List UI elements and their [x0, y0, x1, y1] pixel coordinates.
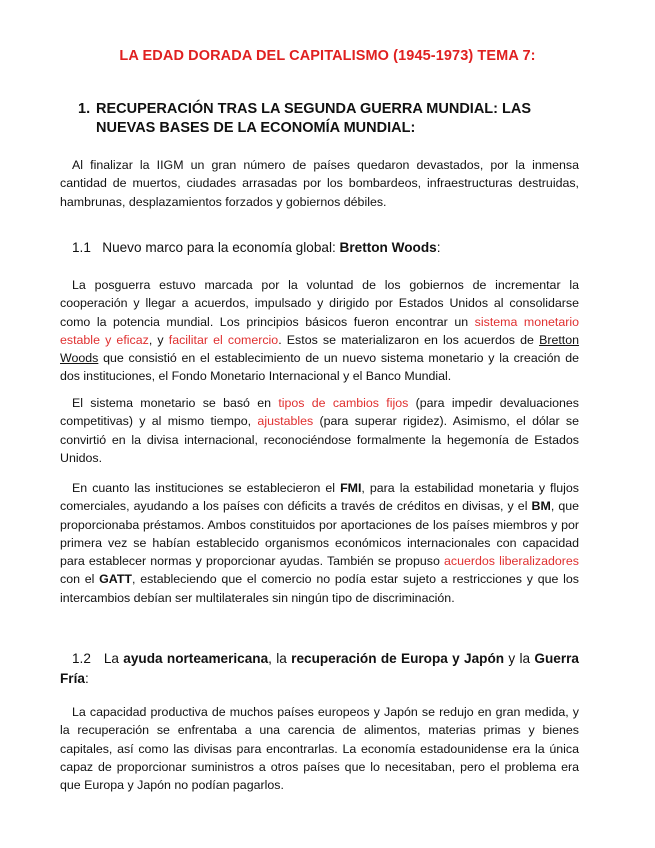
document-title: LA EDAD DORADA DEL CAPITALISMO (1945-1973) TEMA 7:	[119, 48, 536, 64]
paragraph-instituciones: En cuanto las instituciones se establecieron el FMI, para la estabilidad monetaria y flujos comerciales, ayudando a los países con déficits a través de créditos en divisas, y el BM, que proporcionaba préstamos. Ambos constituidos por aportaciones de los países miembros y por primera vez se habían establecido organismos económicos internacionales con capacidad para establecer normas y proporcionar ayudas. También se propuso acuerdos liberalizadores con el GATT, estableciendo que el comercio no podía estar sujeto a restricciones y que los intercambios debían ser multilaterales sin ningún tipo de discriminación.	[60, 481, 579, 605]
bretton-woods-bold: Bretton Woods	[339, 240, 437, 255]
gatt-bold: GATT	[99, 572, 132, 587]
subsection-heading-1-1: 1.1 Nuevo marco para la economía global: Bretton Woods:	[72, 240, 441, 255]
highlight-facilitar-comercio: facilitar el comercio	[168, 332, 279, 347]
section-number: 1.	[78, 101, 91, 117]
section-heading	[78, 100, 588, 138]
paragraph-capacidad-productiva: La capacidad productiva de muchos países europeos y Japón se redujo en gran medida, y la recuperación se enfrentaba a una carencia de alimentos, materias primas y bienes capitales, así como las divisas para encontrarlas. La economía estadounidense era la única capaz de proporcionar suministros a otros países que lo necesitaban, pero el problema era que Europa y Japón no podían pagarlos.	[60, 705, 579, 793]
bm-bold: BM	[531, 499, 551, 514]
highlight-tipos-cambio: tipos de cambios fijos	[278, 396, 409, 410]
intro-paragraph: Al finalizar la IIGM un gran número de países quedaron devastados, por la inmensa cantidad de muertos, ciudades arrasadas por los bombardeos, infraestructuras destruidas, hambrunas, desplazamientos forzados y gobiernos débiles.	[60, 158, 579, 209]
highlight-acuerdos-liberalizadores: acuerdos liberalizadores	[444, 554, 579, 569]
subsection-number: 1.2	[72, 651, 91, 666]
section-heading-text: RECUPERACIÓN TRAS LA SEGUNDA GUERRA MUNDIAL: LAS NUEVAS BASES DE LA ECONOMÍA MUNDIAL:	[96, 101, 531, 136]
bretton-woods-link[interactable]: Bretton Woods	[60, 332, 580, 366]
highlight-sistema-monetario: sistema monetario estable y eficaz	[60, 314, 580, 347]
highlight-ajustables: ajustables	[257, 414, 314, 429]
paragraph-bretton-woods: La posguerra estuvo marcada por la voluntad de los gobiernos de incrementar la cooperación y llegar a acuerdos, impulsado y dirigido por Estados Unidos al consolidarse como la potencia mundial. Los principios básicos fueron encontrar un sistema monetario estable y eficaz, y facilitar el comercio. Estos se materializaron en los acuerdos de Bretton Woods que consistió en el establecimiento de un nuevo sistema monetario y la creación de dos instituciones, el Fondo Monetario Internacional y el Banco Mundial.	[60, 278, 580, 384]
paragraph-sistema-monetario: El sistema monetario se basó en tipos de cambios fijos (para impedir devaluaciones competitivas) y al mismo tiempo, ajustables (para superar rigidez). Asimismo, el dólar se convirtió en la divisa internacional, reconociéndose formalmente la hegemonía de Estados Unidos.	[60, 396, 580, 465]
fmi-bold: FMI	[340, 481, 362, 495]
subsection-number: 1.1	[72, 240, 91, 255]
subsection-heading-1-2: 1.2 La ayuda norteamericana, la recuperación de Europa y Japón y la Guerra Fría:	[60, 651, 579, 686]
